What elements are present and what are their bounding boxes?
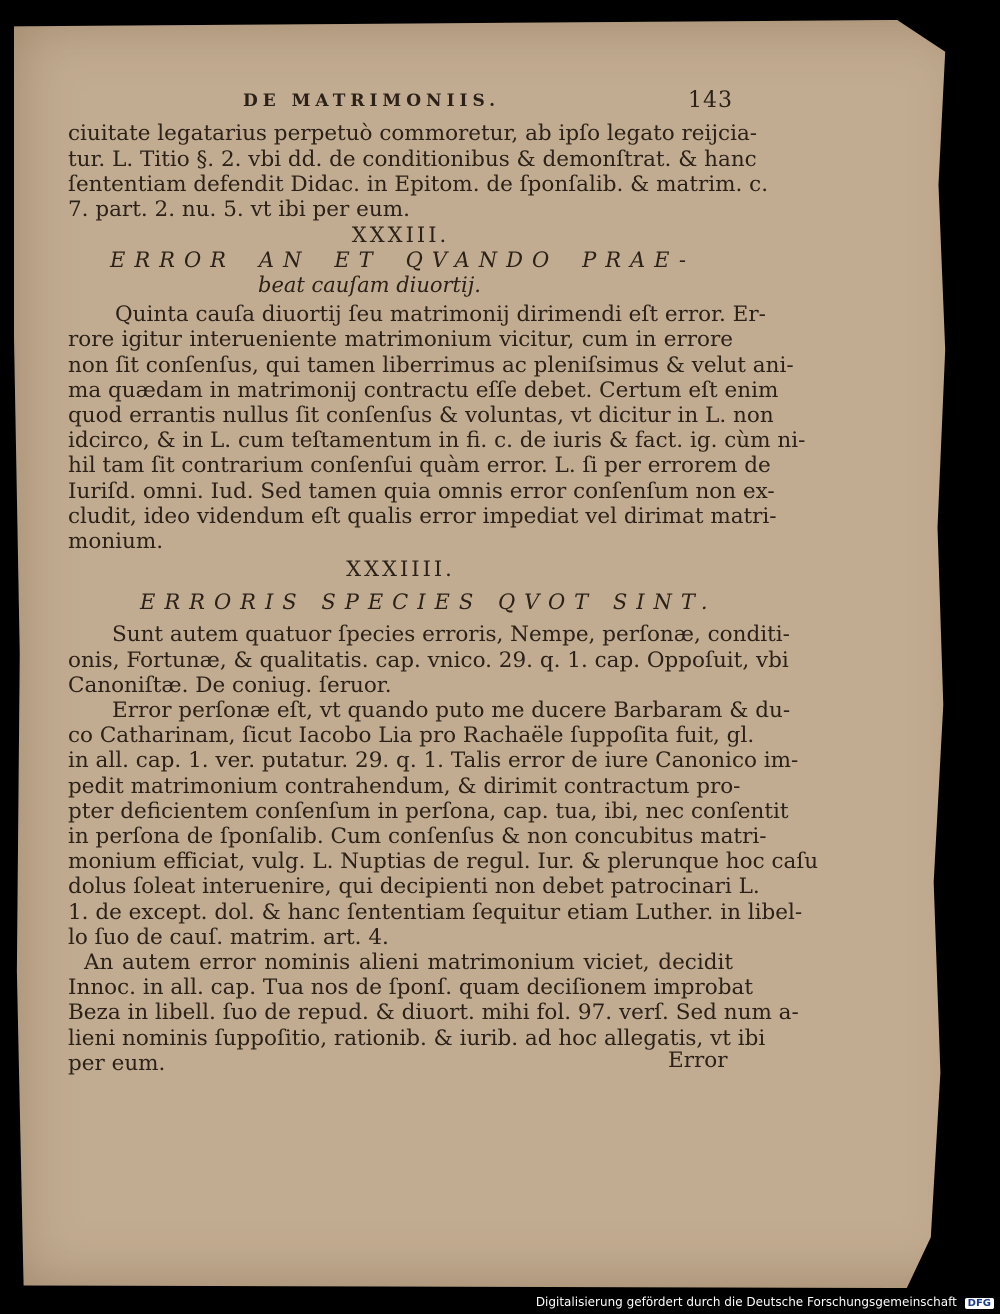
- page-number: 143: [688, 88, 733, 113]
- text-line: lieni nominis ſuppoſitio, rationib. & iurib. ad hoc allegatis, vt ibi: [68, 1026, 766, 1051]
- digitization-credit: [536, 1295, 994, 1309]
- text-line: monium efficiat, vulg. L. Nuptias de regul. Iur. & plerunque hoc caſu: [68, 849, 819, 874]
- running-title: DE MATRIMONIIS.: [243, 91, 501, 111]
- text-line: pter deficientem conſenſum in perſona, cap. tua, ibi, nec conſentit: [68, 799, 789, 824]
- text-line: idcirco, & in L. cum teſtamentum in fi. c. de iuris & fact. ig. cùm ni-: [68, 428, 806, 453]
- text-line: co Catharinam, ſicut Iacobo Lia pro Rachaële ſuppoſita fuit, gl.: [68, 723, 755, 748]
- text-line: quod errantis nullus ſit conſenſus & voluntas, vt dicitur in L. non: [68, 403, 774, 428]
- text-line: tur. L. Titio §. 2. vbi dd. de conditionibus & demonſtrat. & hanc: [68, 147, 757, 172]
- text-line: Beza in libell. ſuo de repud. & diuort. mihi fol. 97. verſ. Sed num a-: [68, 1000, 799, 1025]
- text-line: dolus ſoleat interuenire, qui decipienti non debet patrocinari L.: [68, 874, 760, 899]
- text-line: monium.: [68, 529, 164, 554]
- catchword: Error: [668, 1048, 728, 1073]
- text-line: onis, Fortunæ, & qualitatis. cap. vnico. 29. q. 1. cap. Oppoſuit, vbi: [68, 648, 789, 673]
- section-heading: ERRORIS SPECIES QVOT SINT.: [140, 590, 717, 614]
- text-line: non ſit conſenſus, qui tamen liberrimus ac pleniſsimus & velut ani-: [68, 353, 794, 378]
- text-line: ma quædam in matrimonij contractu eſſe debet. Certum eſt enim: [68, 378, 779, 403]
- text-line: Error perſonæ eſt, vt quando puto me ducere Barbaram & du-: [112, 698, 791, 723]
- text-line: pedit matrimonium contrahendum, & dirimit contractum pro-: [68, 774, 741, 799]
- text-line: ciuitate legatarius perpetuò commoretur, ab ipſo legato reijcia-: [68, 121, 758, 146]
- text-line: Quinta cauſa diuortij ſeu matrimonij dirimendi eſt error. Er-: [115, 302, 766, 327]
- text-line: lo ſuo de cauſ. matrim. art. 4.: [68, 925, 389, 950]
- text-line: Innoc. in all. cap. Tua nos de ſponſ. quam deciſionem improbat: [68, 975, 753, 1000]
- text-line: 7. part. 2. nu. 5. vt ibi per eum.: [68, 197, 410, 222]
- text-line: Iuriſd. omni. Iud. Sed tamen quia omnis error conſenſum non ex-: [68, 479, 775, 504]
- text-line: An autem error nominis alieni matrimonium viciet, decidit: [84, 950, 733, 975]
- text-line: per eum.: [68, 1051, 166, 1076]
- dfg-logo: DFG: [965, 1298, 994, 1309]
- text-line: ſententiam defendit Didac. in Epitom. de ſponſalib. & matrim. c.: [68, 172, 769, 197]
- credit-text: Digitalisierung gefördert durch die Deutsche Forschungsgemeinschaft: [535, 1295, 957, 1309]
- text-line: hil tam ſit contrarium conſenſui quàm error. L. ſi per errorem de: [68, 453, 771, 478]
- text-line: rore igitur interueniente matrimonium vicitur, cum in errore: [68, 327, 733, 352]
- section-number: XXXIIII.: [346, 557, 455, 581]
- text-line: Canoniſtæ. De coniug. ſeruor.: [68, 673, 392, 698]
- section-heading: ERROR AN ET QVANDO PRAE-: [110, 248, 695, 272]
- section-heading: beat cauſam diuortij.: [258, 273, 481, 297]
- text-line: in all. cap. 1. ver. putatur. 29. q. 1. Talis error de iure Canonico im-: [68, 748, 799, 773]
- text-line: cludit, ideo videndum eſt qualis error impediat vel dirimat matri-: [68, 504, 777, 529]
- text-line: 1. de except. dol. & hanc ſententiam ſequitur etiam Luther. in libel-: [68, 900, 803, 925]
- section-number: XXXIII.: [351, 223, 450, 247]
- text-line: in perſona de ſponſalib. Cum conſenſus & non concubitus matri-: [68, 824, 767, 849]
- page-header: [68, 88, 733, 114]
- text-line: Sunt autem quatuor ſpecies erroris, Nempe, perſonæ, conditi-: [112, 622, 790, 647]
